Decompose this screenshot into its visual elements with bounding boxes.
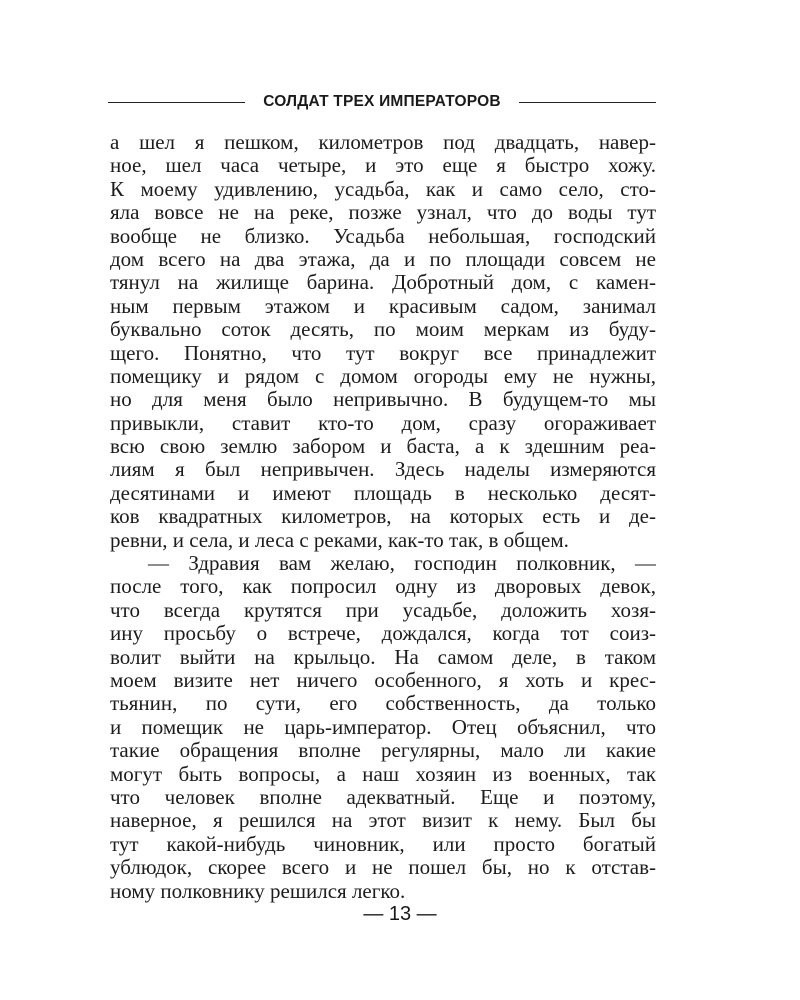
text-line: и помещик не царь-император. Отец объяснил, что xyxy=(110,715,656,739)
text-line: яла вовсе не на реке, позже узнал, что до воды тут xyxy=(110,201,656,225)
body-text xyxy=(110,131,656,903)
text-line: лиям я был непривычен. Здесь наделы измеряются xyxy=(110,458,656,482)
text-line: тянул на жилище барина. Добротный дом, с камен- xyxy=(110,271,656,295)
text-line: такие обращения вполне регулярны, мало ли какие xyxy=(110,739,656,763)
text-line: могут быть вопросы, а наш хозяин из военных, так xyxy=(110,762,656,786)
text-line: десятинами и имеют площадь в несколько десят- xyxy=(110,481,656,505)
text-line: привыкли, ставит кто-то дом, сразу огораживает xyxy=(110,411,656,435)
text-line: вообще не близко. Усадьба небольшая, господский xyxy=(110,224,656,248)
text-line: ков квадратных километров, на которых есть и де- xyxy=(110,505,656,529)
text-line: волит выйти на крыльцо. На самом деле, в таком xyxy=(110,645,656,669)
text-line: ным первым этажом и красивым садом, занимал xyxy=(110,294,656,318)
text-line: ное, шел часа четыре, и это еще я быстро хожу. xyxy=(110,154,656,178)
text-line: ублюдок, скорее всего и не пошел бы, но к отстав- xyxy=(110,856,656,880)
text-line: помещику и рядом с домом огороды ему не нужны, xyxy=(110,364,656,388)
running-title: СОЛДАТ ТРЕХ ИМПЕРАТОРОВ xyxy=(263,93,501,110)
text-line: моем визите нет ничего особенного, я хоть и крес- xyxy=(110,668,656,692)
text-line: ину просьбу о встрече, дождался, когда тот соиз- xyxy=(110,622,656,646)
text-line: К моему удивлению, усадьба, как и само село, сто- xyxy=(110,177,656,201)
text-line: но для меня было непривычно. В будущем-то мы xyxy=(110,388,656,412)
text-line: ревни, и села, и леса с реками, как-то так, в общем. xyxy=(110,528,569,552)
text-line: буквально соток десять, по моим меркам из буду- xyxy=(110,318,656,342)
text-line: — Здравия вам желаю, господин полковник, — xyxy=(148,552,656,576)
text-line: наверное, я решился на этот визит к нему. Был бы xyxy=(110,809,656,833)
header-rule-left xyxy=(108,102,245,103)
text-line: щего. Понятно, что тут вокруг все принадлежит xyxy=(110,341,656,365)
running-header xyxy=(108,90,656,114)
text-line: тьянин, по сути, его собственность, да только xyxy=(110,692,656,716)
text-line: тут какой-нибудь чиновник, или просто богатый xyxy=(110,832,656,856)
text-line: ному полковнику решился легко. xyxy=(110,879,406,903)
text-line: дом всего на два этажа, да и по площади совсем не xyxy=(110,247,656,271)
text-line: а шел я пешком, километров под двадцать, навер- xyxy=(110,131,656,154)
header-rule-right xyxy=(519,102,656,103)
text-line: что человек вполне адекватный. Еще и поэтому, xyxy=(110,785,656,809)
page-number: — 13 — xyxy=(363,903,437,925)
text-line: после того, как попросил одну из дворовых девок, xyxy=(110,575,656,599)
text-line: всю свою землю забором и баста, а к здешним реа- xyxy=(110,435,656,459)
text-line: что всегда крутятся при усадьбе, доложить хозя- xyxy=(110,598,656,622)
